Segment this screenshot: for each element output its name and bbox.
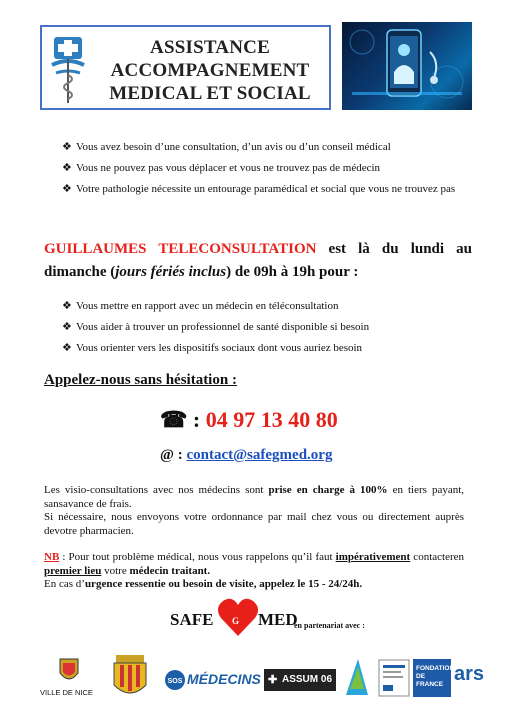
at-sign-icon: @: [160, 447, 174, 463]
departement-emblem-icon: [342, 655, 372, 701]
sos-badge-icon: [163, 669, 189, 691]
list-item: ❖ Vous avez besoin d’une consultation, d’un avis ou d’un conseil médical: [62, 137, 467, 158]
service-brand-name: GUILLAUMES TELECONSULTATION: [44, 241, 317, 257]
diamond-bullet-icon: ❖: [62, 342, 72, 354]
list-item: ❖ Vous mettre en rapport avec un médecin en téléconsultation: [62, 296, 467, 317]
phone-contact[interactable]: ☎ : 04 97 13 40 80: [160, 407, 338, 432]
nb-label: NB: [44, 551, 60, 563]
fondation-de-france-logo: FONDATION DE FRANCE: [413, 659, 451, 697]
diamond-bullet-icon: ❖: [62, 300, 72, 312]
diamond-bullet-icon: ❖: [62, 141, 72, 153]
call-to-action-heading: Appelez-nous sans hésitation :: [44, 372, 237, 388]
header-title-line-1: ASSISTANCE: [150, 37, 270, 58]
header-title-box: [40, 25, 331, 110]
ville-de-nice-logo: VILLE DE NICE: [40, 655, 98, 701]
sos-medecins-logo: SOS MÉDECINS: [163, 669, 253, 691]
regional-crest-icon: [110, 655, 150, 701]
diamond-bullet-icon: ❖: [62, 162, 72, 174]
diamond-bullet-icon: ❖: [62, 183, 72, 195]
ars-logo: ars: [454, 663, 485, 685]
list-item: ❖ Vous aider à trouver un professionnel de santé disponible si besoin: [62, 317, 467, 338]
intro-bullet-list: [62, 137, 467, 200]
service-bullet-list: [62, 296, 467, 359]
nice-crest-icon: [58, 655, 80, 685]
telemedicine-hero-image: [342, 22, 472, 110]
email-contact: @ : contact@safegmed.org: [160, 447, 333, 463]
safegmed-logo: SAFE G MED en partenariat avec :: [170, 596, 410, 640]
svg-text:SOS: SOS: [167, 678, 183, 685]
service-announcement: GUILLAUMES TELECONSULTATION est là du lundi au dimanche (jours fériés inclus) de 09h à 19h pour :: [44, 241, 472, 280]
list-item: ❖ Vous ne pouvez pas vous déplacer et vous ne trouvez pas de médecin: [62, 158, 467, 179]
partner-logos-row: [40, 655, 490, 703]
list-item: ❖ Vous orienter vers les dispositifs sociaux dont vous auriez besoin: [62, 338, 467, 359]
header-title-line-2: ACCOMPAGNEMENT: [110, 60, 310, 81]
diamond-bullet-icon: ❖: [62, 321, 72, 333]
programme-logo-icon: [378, 659, 410, 697]
coverage-paragraph: Les visio-consultations avec nos médecins sont prise en charge à 100% en tiers payant, sansavance de frais. Si nécessaire, nous envoyons votre ordonnance par mail chez vous ou directement auprès devotre pharmacien.: [44, 484, 465, 537]
assum06-logo: ✚ ASSUM 06: [264, 669, 336, 691]
email-link[interactable]: contact@safegmed.org: [186, 447, 333, 463]
header-title-line-3: MEDICAL ET SOCIAL: [109, 83, 311, 104]
list-item: ❖ Votre pathologie nécessite un entourage paramédical et social que vous ne trouvez pas: [62, 179, 467, 200]
medical-cross-logo-icon: [48, 35, 88, 107]
telephone-icon: ☎: [160, 407, 188, 432]
phone-number[interactable]: 04 97 13 40 80: [205, 407, 338, 432]
smartphone-doctor-icon: [342, 22, 472, 110]
nb-paragraph: NB : Pour tout problème médical, nous vous rappelons qu’il faut impérativement contacteren premier lieu votre médecin traitant. En cas d’urgence ressentie ou besoin de visite, appelez le 15 - 24/24h.: [44, 551, 464, 590]
plus-icon: ✚: [268, 674, 278, 686]
